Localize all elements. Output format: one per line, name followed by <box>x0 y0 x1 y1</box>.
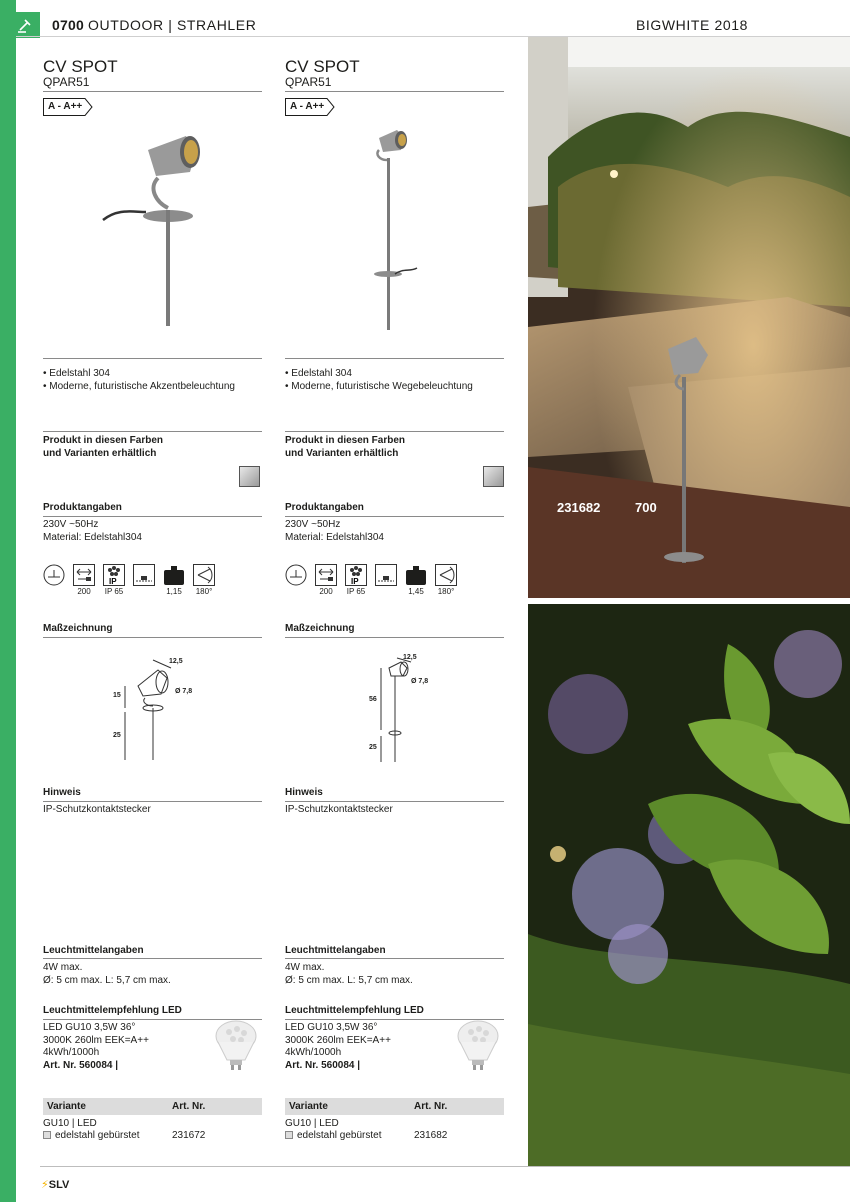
brand-logo-text: SLV <box>48 1179 70 1191</box>
dim-label: 25 <box>113 732 121 739</box>
table-row[interactable] <box>43 1130 262 1143</box>
svg-text:IP: IP <box>351 577 359 585</box>
led-line: LED GU10 3,5W 36° <box>285 1022 378 1033</box>
variant-art-number: 231672 <box>172 1130 206 1141</box>
led-article-number: Art. Nr. 560084 | <box>43 1059 119 1071</box>
table-group-label: GU10 | LED <box>285 1118 339 1129</box>
energy-badge-label: A - A++ <box>290 101 325 112</box>
dim-label: 25 <box>369 744 377 751</box>
led-bulb-image <box>215 1020 257 1072</box>
col-header-variant: Variante <box>47 1101 86 1112</box>
variant-art-number: 231682 <box>414 1130 448 1141</box>
protection-class-icon <box>43 564 65 597</box>
bulb-line: Ø: 5 cm max. L: 5,7 cm max. <box>285 974 413 986</box>
ip-rating-icon <box>345 564 367 597</box>
photo-article-code: 700 <box>635 500 657 515</box>
led-title: Leuchtmittelempfehlung LED <box>43 1005 182 1016</box>
spotlight-category-icon <box>14 12 40 38</box>
cable-length-value: 200 <box>319 587 333 596</box>
col-header-art: Art. Nr. <box>414 1101 448 1112</box>
weight-icon <box>405 564 427 597</box>
feature-bullet: • Moderne, futuristische Wegebeleuchtung <box>285 381 473 392</box>
weight-value: 1,45 <box>408 587 424 596</box>
page-category: OUTDOOR | STRAHLER <box>88 17 257 33</box>
colors-title: Produkt in diesen Farben <box>285 435 406 446</box>
feature-bullet: • Moderne, futuristische Akzentbeleuchtung <box>43 381 235 392</box>
ground-mount-icon <box>133 564 155 597</box>
garden-hydrangea-photo <box>528 604 850 1166</box>
led-bulb-image <box>457 1020 499 1072</box>
product-image-spike-spot <box>98 130 218 330</box>
dimension-drawing <box>113 656 213 766</box>
rotation-angle-icon <box>435 564 457 597</box>
spec-line: 230V ~50Hz <box>43 519 99 530</box>
led-line: 3000K 260lm EEK=A++ <box>43 1034 149 1046</box>
protection-class-icon <box>285 564 307 597</box>
dim-label: 56 <box>369 696 377 703</box>
spec-icons <box>43 564 215 597</box>
spec-line: 230V ~50Hz <box>285 519 341 530</box>
table-group-label: GU10 | LED <box>43 1118 97 1129</box>
variant-name: edelstahl gebürstet <box>297 1130 382 1141</box>
drawing-title: Maßzeichnung <box>285 623 355 634</box>
note-title: Hinweis <box>285 787 323 798</box>
page-number: 0700 <box>52 17 84 33</box>
product-title: CV SPOT <box>43 57 118 76</box>
brand-logo: ⚡SLV <box>41 1179 70 1191</box>
footer-rule <box>40 1166 850 1167</box>
rotation-value: 180° <box>195 587 213 596</box>
specs-title: Produktangaben <box>285 502 364 513</box>
drawing-title: Maßzeichnung <box>43 623 113 634</box>
table-row[interactable] <box>285 1130 504 1143</box>
bulb-line: 4W max. <box>43 962 83 973</box>
cable-length-value: 200 <box>77 587 91 596</box>
col-header-art: Art. Nr. <box>172 1101 206 1112</box>
bulb-line: 4W max. <box>285 962 325 973</box>
product-subtitle: QPAR51 <box>43 75 90 89</box>
bulb-title: Leuchtmittelangaben <box>285 945 386 956</box>
energy-badge-label: A - A++ <box>48 101 83 112</box>
feature-bullet: • Edelstahl 304 <box>43 368 110 379</box>
dim-label: Ø 7,8 <box>175 688 193 695</box>
bulb-title: Leuchtmittelangaben <box>43 945 144 956</box>
led-article-number: Art. Nr. 560084 | <box>285 1059 361 1071</box>
feature-bullet: • Edelstahl 304 <box>285 368 352 379</box>
ground-mount-icon <box>375 564 397 597</box>
rotation-value: 180° <box>437 587 455 596</box>
weight-value: 1,15 <box>166 587 182 596</box>
dim-label: 15 <box>113 692 121 699</box>
ip-rating-icon <box>103 564 125 597</box>
variant-table-header <box>285 1098 504 1115</box>
product-column-2 <box>285 58 504 1158</box>
variant-color-square <box>285 1131 293 1139</box>
colors-title: Produkt in diesen Farben <box>43 435 164 446</box>
led-line: 3000K 260lm EEK=A++ <box>285 1034 391 1046</box>
cable-length-icon <box>73 564 95 597</box>
led-title: Leuchtmittelempfehlung LED <box>285 1005 424 1016</box>
bulb-line: Ø: 5 cm max. L: 5,7 cm max. <box>43 974 171 986</box>
variant-name: edelstahl gebürstet <box>55 1130 140 1141</box>
energy-badge <box>285 98 335 116</box>
weight-icon <box>163 564 185 597</box>
col-header-variant: Variante <box>289 1101 328 1112</box>
led-line: 4kWh/1000h <box>43 1047 100 1058</box>
energy-badge <box>43 98 93 116</box>
catalog-title: BIGWHITE 2018 <box>635 17 748 33</box>
note-text: IP-Schutzkontaktstecker <box>285 804 393 815</box>
spec-icons <box>285 564 457 597</box>
spec-line: Material: Edelstahl304 <box>285 531 384 543</box>
svg-text:IP: IP <box>109 577 117 585</box>
colors-title: und Varianten erhältlich <box>43 448 157 459</box>
product-image-tall-spot <box>365 128 435 333</box>
dim-label: 12,5 <box>169 658 183 665</box>
ip-rating-value: IP 65 <box>104 587 124 596</box>
variant-table-header <box>43 1098 262 1115</box>
photo-article-number: 231682 <box>557 500 601 515</box>
garden-steps-photo <box>528 37 850 598</box>
note-text: IP-Schutzkontaktstecker <box>43 804 151 815</box>
brand-color-bar <box>0 0 16 1202</box>
dim-label: Ø 7,8 <box>411 678 429 685</box>
note-title: Hinweis <box>43 787 81 798</box>
rotation-angle-icon <box>193 564 215 597</box>
color-swatch-stainless[interactable] <box>483 466 504 487</box>
dimension-drawing <box>365 654 445 766</box>
specs-title: Produktangaben <box>43 502 122 513</box>
spec-line: Material: Edelstahl304 <box>43 531 142 543</box>
product-title: CV SPOT <box>285 57 360 76</box>
product-column-1 <box>43 58 262 1158</box>
variant-color-square <box>43 1131 51 1139</box>
led-line: 4kWh/1000h <box>285 1047 342 1058</box>
dim-label: 12,5 <box>403 654 417 661</box>
product-subtitle: QPAR51 <box>285 75 332 89</box>
color-swatch-stainless[interactable] <box>239 466 260 487</box>
ip-rating-value: IP 65 <box>346 587 366 596</box>
title-rule <box>43 91 262 92</box>
cable-length-icon <box>315 564 337 597</box>
led-line: LED GU10 3,5W 36° <box>43 1022 136 1033</box>
colors-title: und Varianten erhältlich <box>285 448 399 459</box>
